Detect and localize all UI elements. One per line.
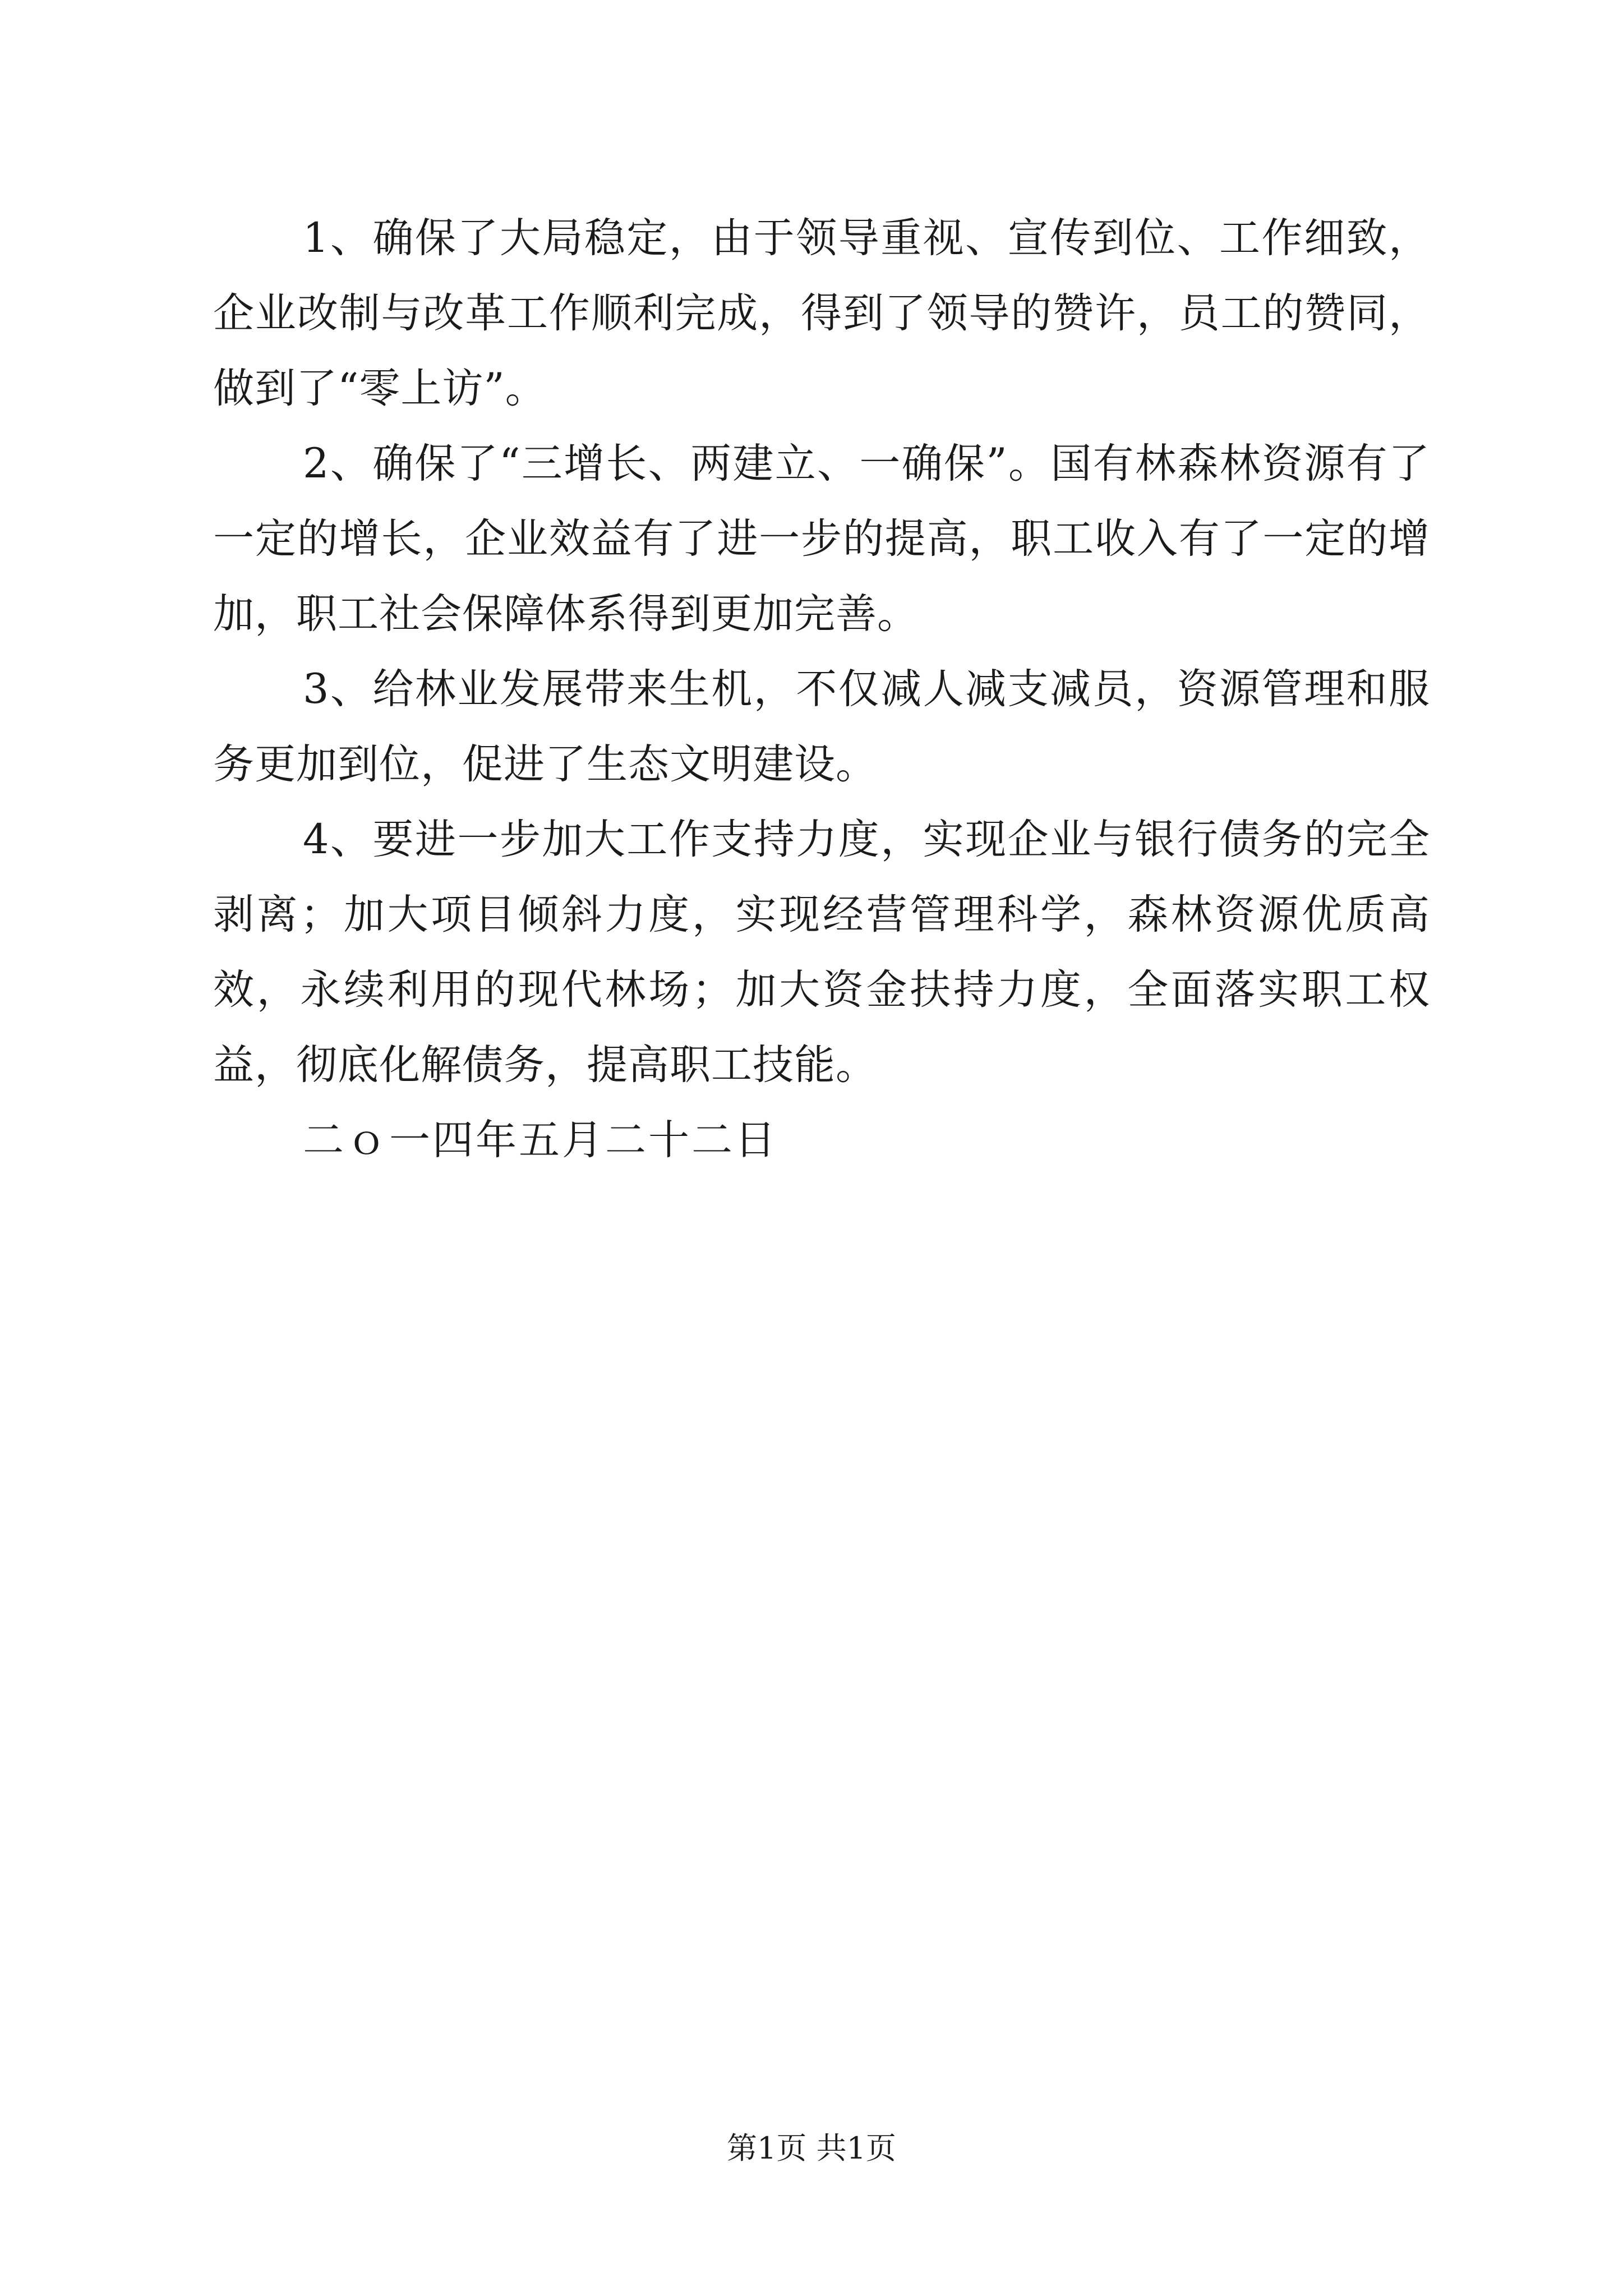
paragraph-2: 2、确保了“三增长、两建立、一确保”。国有林森林资源有了一定的增长，企业效益有了进一步的提高，职工收入有了一定的增加，职工社会保障体系得到更加完善。 — [213, 440, 1430, 638]
document-body — [213, 201, 1430, 1178]
document-date: 二ｏ一四年五月二十二日 — [303, 1116, 778, 1164]
paragraph-4: 4、要进一步加大工作支持力度，实现企业与银行债务的完全剥离；加大项目倾斜力度，实现经营管理科学，森林资源优质高效，永续利用的现代林场；加大资金扶持力度，全面落实职工权益，彻底化解债务，提高职工技能。 — [213, 816, 1430, 1089]
page-number: 第1页 共1页 — [727, 2131, 896, 2166]
paragraph-1: 1、确保了大局稳定，由于领导重视、宣传到位、工作细致，企业改制与改革工作顺利完成，得到了领导的赞许，员工的赞同，做到了“零上访”。 — [213, 214, 1430, 412]
paragraph-3: 3、给林业发展带来生机，不仅减人减支减员，资源管理和服务更加到位，促进了生态文明建设。 — [213, 665, 1430, 788]
page-footer — [0, 2129, 1623, 2168]
